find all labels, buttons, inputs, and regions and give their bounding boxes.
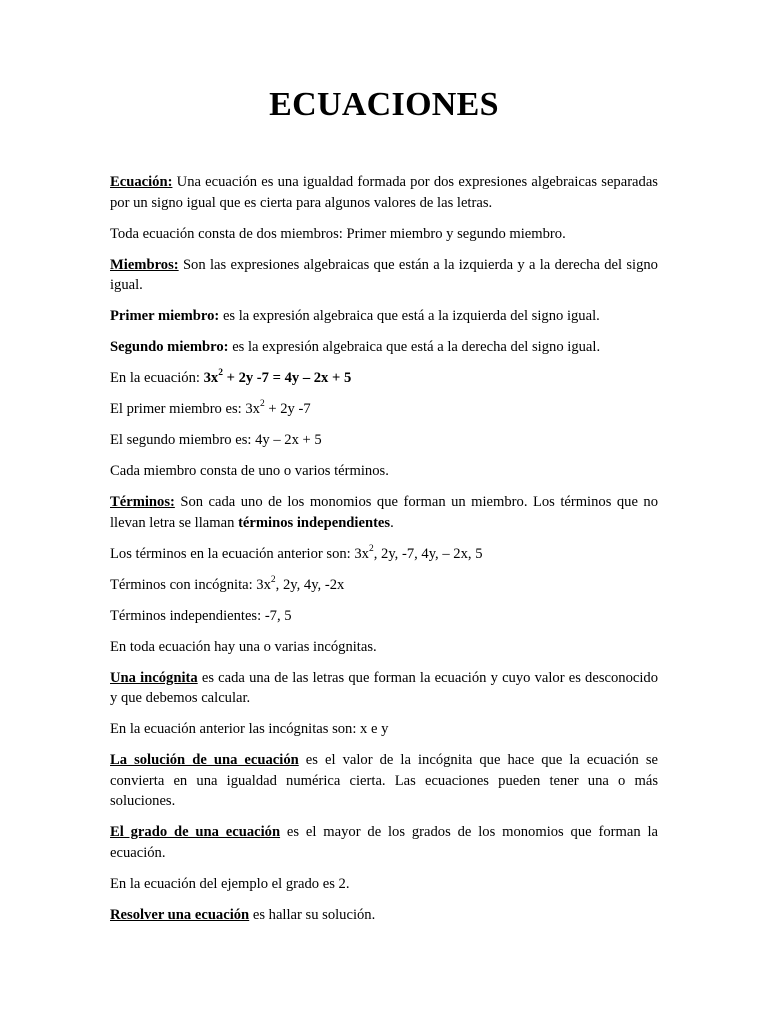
paragraph-solucion [110, 750, 658, 812]
punctuation: . [390, 514, 394, 531]
paragraph-grado-example [110, 874, 658, 895]
definition-text: Son cada uno de los monomios que forman un miembro. Los términos que no llevan letra se llaman [110, 494, 658, 531]
term-segundo-miembro: Segundo miembro: [110, 339, 229, 355]
definition-text: Son las expresiones algebraicas que están a la izquierda y a la derecha del signo igual. [110, 256, 658, 293]
term-primer-miembro: Primer miembro: [110, 308, 220, 324]
body-text: Términos independientes: -7, 5 [110, 607, 292, 624]
paragraph-primer-miembro-example [110, 399, 658, 420]
body-text: Toda ecuación consta de dos miembros: Primer miembro y segundo miembro. [110, 225, 566, 242]
paragraph-terminos-independientes [110, 606, 658, 627]
paragraph-segundo-miembro-example [110, 430, 658, 451]
term-miembros: Miembros: [110, 256, 179, 273]
paragraph-terminos [110, 492, 658, 533]
body-text: En la ecuación anterior las incógnitas son: x e y [110, 721, 389, 737]
body-text: , 2y, 4y, -2x [275, 576, 345, 593]
definition-text: Una ecuación es una igualdad formada por dos expresiones algebraicas separadas por un signo igual que es cierta para algunos valores de las letras. [110, 174, 658, 211]
document-title: ECUACIONES [269, 86, 499, 123]
term-resolver: Resolver una ecuación [110, 906, 250, 923]
paragraph-miembros [110, 255, 658, 296]
example-equation [204, 370, 352, 386]
body-text: En toda ecuación hay una o varias incógnitas. [110, 638, 377, 655]
term-una-incognita: Una incógnita [110, 669, 198, 686]
body-text: El segundo miembro es: 4y – 2x + 5 [110, 432, 322, 448]
paragraph-miembros-intro [110, 224, 658, 245]
body-text: , 2y, -7, 4y, – 2x, 5 [373, 545, 483, 562]
body-text: El primer miembro es: 3x [110, 401, 260, 417]
paragraph-example-equation [110, 368, 658, 389]
body-text: En la ecuación del ejemplo el grado es 2. [110, 875, 350, 892]
definition-text: es la expresión algebraica que está a la izquierda del signo igual. [222, 308, 600, 324]
paragraph-terminos-list [110, 544, 658, 565]
body-text: Los términos en la ecuación anterior son: 3x [110, 545, 369, 562]
paragraph-primer-miembro [110, 306, 658, 327]
body-text: Cada miembro consta de uno o varios términos. [110, 463, 389, 479]
paragraph-segundo-miembro [110, 337, 658, 358]
definition-text: es el valor de la incógnita que hace que la ecuación se convierta en una igualdad numérica cierta. Las ecuaciones pueden tener una o más soluciones. [110, 752, 658, 809]
body-text: + 2y -7 [264, 401, 311, 417]
equation-part: + 2y -7 = 4y – 2x + 5 [222, 370, 352, 386]
term-terminos-independientes: términos independientes [238, 514, 391, 531]
paragraph-terminos-intro [110, 461, 658, 482]
definition-text: es el mayor de los grados de los monomios que forman la ecuación. [110, 824, 658, 861]
term-terminos: Términos: [110, 494, 175, 510]
equation-part: 3x [203, 370, 219, 386]
body-text: Términos con incógnita: 3x [110, 576, 271, 593]
document-body [110, 172, 658, 936]
paragraph-terminos-incognita [110, 575, 658, 596]
definition-text: es cada una de las letras que forman la ecuación y cuyo valor es desconocido y que debemos calcular. [110, 669, 659, 706]
paragraph-incognita [110, 668, 658, 709]
term-solucion: La solución de una ecuación [110, 752, 299, 768]
paragraph-resolver [110, 905, 658, 926]
paragraph-grado [110, 822, 658, 863]
paragraph-incognitas-intro [110, 637, 658, 658]
term-ecuacion: Ecuación: [110, 174, 173, 190]
exponent: 2 [368, 543, 374, 554]
paragraph-ecuacion [110, 172, 658, 213]
exponent: 2 [218, 368, 223, 379]
exponent: 2 [259, 399, 265, 410]
definition-text: es la expresión algebraica que está a la derecha del signo igual. [232, 339, 601, 355]
paragraph-incognitas-example [110, 719, 658, 740]
term-grado: El grado de una ecuación [110, 824, 281, 840]
body-text: En la ecuación: [110, 370, 204, 386]
exponent: 2 [270, 574, 276, 585]
definition-text: es hallar su solución. [252, 906, 376, 923]
